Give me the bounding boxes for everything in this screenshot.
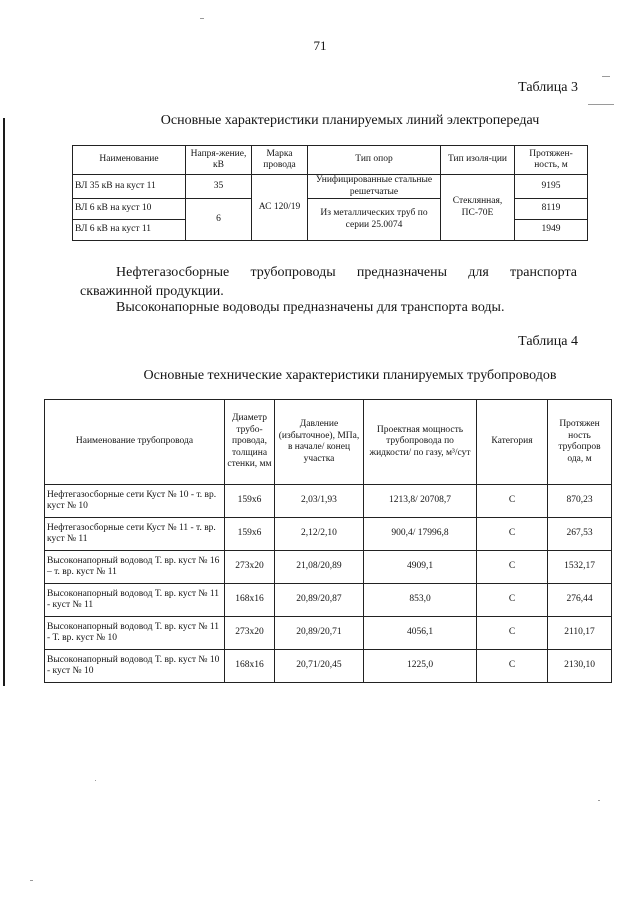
table-cell: Высоконапорный водовод Т. вр. куст № 10 - куст № 10 [45,650,225,683]
table-cell: 21,08/20,89 [275,551,364,584]
table-cell: 1532,17 [548,551,612,584]
table-cell: 870,23 [548,485,612,518]
table3-header-cell: Протяжен-ность, м [515,146,588,175]
table-row [45,617,612,650]
table-cell: 273x20 [225,551,275,584]
table-cell: С [477,617,548,650]
table-cell: С [477,551,548,584]
table-cell: 2110,17 [548,617,612,650]
table-row [45,584,612,617]
table-cell: ВЛ 35 кВ на куст 11 [73,175,186,199]
table4-header-cell: Проектная мощность трубопровода по жидкости/ по газу, м³/сут [364,400,477,485]
table-cell: Из металлических труб по серии 25.0074 [308,199,441,241]
table-cell: Высоконапорный водовод Т. вр. куст № 16 – т. вр. куст № 11 [45,551,225,584]
table-cell: 1225,0 [364,650,477,683]
table4 [44,399,612,683]
table-cell: 267,53 [548,518,612,551]
scan-speckle [200,18,204,19]
table4-header-cell: Диаметр трубо-провода, толщина стенки, мм [225,400,275,485]
paragraph-2: Высоконапорные водоводы предназначены для транспорта воды. [116,300,505,315]
table3-header-cell: Наименование [73,146,186,175]
table-cell: 273x20 [225,617,275,650]
paragraph-1-line-1: Нефтегазосборные трубопроводы предназначены для транспорта [116,265,577,280]
table-cell: 159x6 [225,518,275,551]
scan-speckle [588,104,614,105]
table-cell: 168x16 [225,584,275,617]
scan-speckle [95,780,96,781]
table-cell: АС 120/19 [252,175,308,241]
scan-speckle [30,880,33,881]
scan-speckle [598,800,600,801]
table-cell: ВЛ 6 кВ на куст 10 [73,199,186,220]
table-cell: 20,89/20,71 [275,617,364,650]
table3-header-row [73,146,588,175]
table-cell: 20,71/20,45 [275,650,364,683]
table-cell: Высоконапорный водовод Т. вр. куст № 11 - Т. вр. куст № 10 [45,617,225,650]
table-cell: Нефтегазосборные сети Куст № 11 - т. вр. куст № 11 [45,518,225,551]
margin-bar [3,118,5,686]
table-cell: 1213,8/ 20708,7 [364,485,477,518]
table-cell: 853,0 [364,584,477,617]
table-row [73,175,588,199]
table-cell: С [477,518,548,551]
page-number: 71 [313,38,327,53]
table-row [45,650,612,683]
table-cell: 35 [186,175,252,199]
table4-header-cell: Наименование трубопровода [45,400,225,485]
table-cell: Нефтегазосборные сети Куст № 10 - т. вр. куст № 10 [45,485,225,518]
table4-header-cell: Категория [477,400,548,485]
table-cell: 1949 [515,220,588,241]
table-cell: Унифицированные стальные решетчатые [308,175,441,199]
table3-header-cell: Тип опор [308,146,441,175]
table-cell: С [477,650,548,683]
table4-header-row [45,400,612,485]
table-cell: 9195 [515,175,588,199]
table-cell: ВЛ 6 кВ на куст 11 [73,220,186,241]
table3 [72,145,588,241]
table3-label: Таблица 3 [518,80,578,95]
table4-title: Основные технические характеристики планируемых трубопроводов [143,368,557,383]
table3-header-cell: Марка провода [252,146,308,175]
paragraph-1-line-2: скважинной продукции. [80,284,224,299]
table4-header-cell: Протяжен ность трубопров ода, м [548,400,612,485]
table-cell: С [477,485,548,518]
table-cell: 4056,1 [364,617,477,650]
table4-header-cell: Давление (избыточное), МПа, в начале/ конец участка [275,400,364,485]
table-row [45,551,612,584]
table3-title: Основные характеристики планируемых линий электропередач [160,113,540,128]
table-cell: 2,03/1,93 [275,485,364,518]
table-row [45,485,612,518]
table-cell: 6 [186,199,252,241]
table-cell: 276,44 [548,584,612,617]
table-cell: 4909,1 [364,551,477,584]
table4-label: Таблица 4 [518,334,578,349]
table-cell: 159x6 [225,485,275,518]
table-cell: 168x16 [225,650,275,683]
table-cell: Стеклянная, ПС-70Е [441,175,515,241]
table-cell: 20,89/20,87 [275,584,364,617]
table-cell: Высоконапорный водовод Т. вр. куст № 11 - куст № 11 [45,584,225,617]
table-row [45,518,612,551]
scan-speckle [602,76,610,77]
table-cell: С [477,584,548,617]
table-cell: 2130,10 [548,650,612,683]
table-cell: 900,4/ 17996,8 [364,518,477,551]
table-cell: 2,12/2,10 [275,518,364,551]
table3-header-cell: Напря-жение, кВ [186,146,252,175]
table-cell: 8119 [515,199,588,220]
table3-header-cell: Тип изоля-ции [441,146,515,175]
